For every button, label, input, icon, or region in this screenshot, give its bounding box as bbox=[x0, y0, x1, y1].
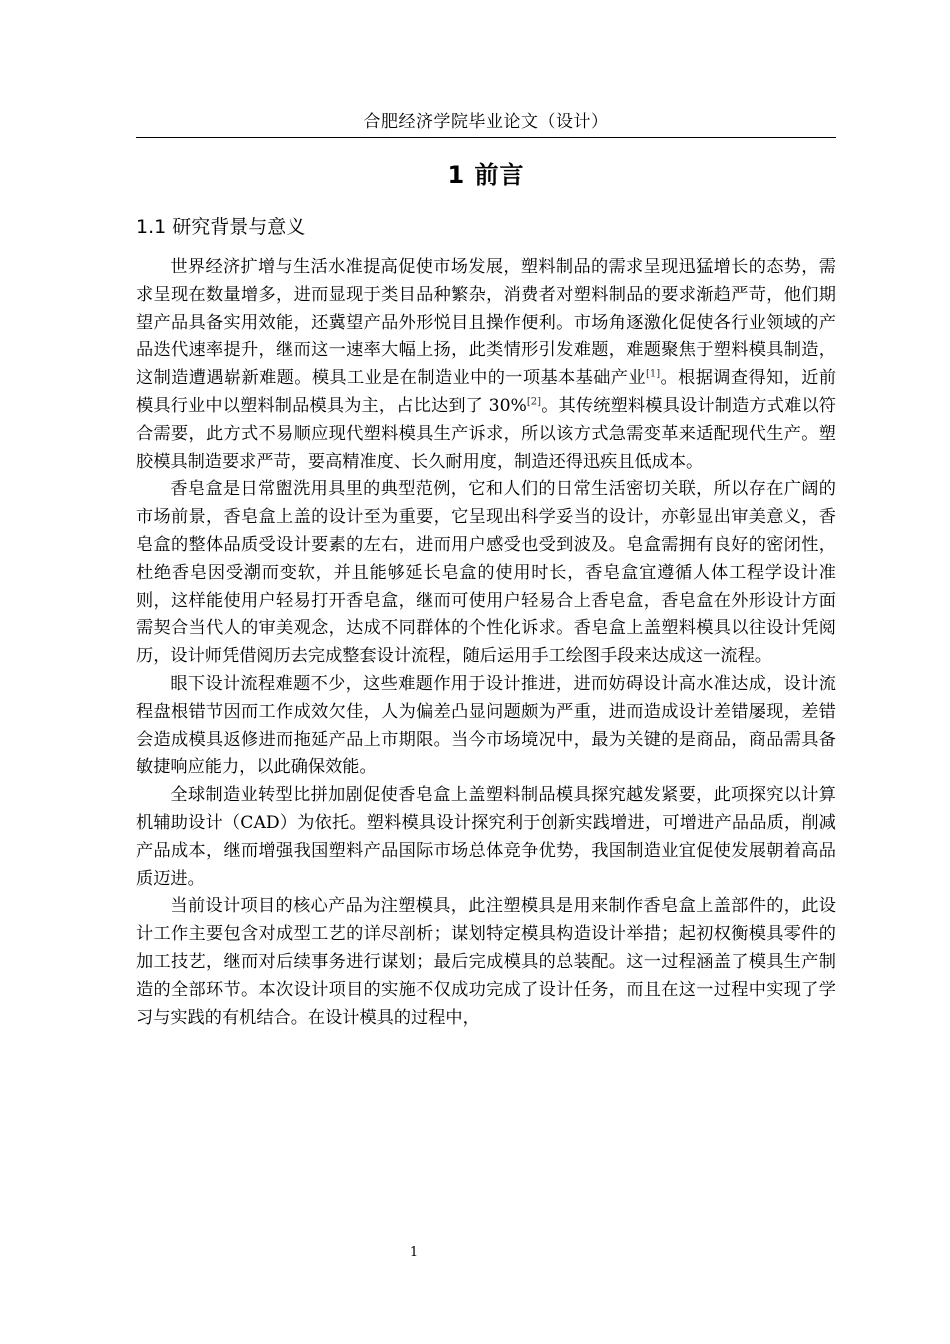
section-title: 1.1 研究背景与意义 bbox=[136, 216, 306, 238]
running-header: 合肥经济学院毕业论文（设计） bbox=[363, 112, 609, 132]
paragraph: 当前设计项目的核心产品为注塑模具，此注塑模具是用来制作香皂盒上盖部件的，此设计工作主要包含对成型工艺的详尽剖析；谋划特定模具构造设计举措；起初权衡模具零件的加工技艺，继而对后续事务进行谋划；最后完成模具的总装配。这一过程涵盖了模具生产制造的全部环节。本次设计项目的实施不仅成功完成了设计任务，而且在这一过程中实现了学习与实践的有机结合。在设计模具的过程中， bbox=[136, 896, 836, 1028]
paragraph-text: 。其传统塑料模具设计制造方式难以符合需要，此方式不易顺应现代塑料模具生产诉求，所以该方式急需变革来适配现代生产。塑胶模具制造要求严苛，要高精准度、长久耐用度，制造还得迅疾且低成本。 bbox=[136, 395, 836, 472]
citation-marker: [1] bbox=[645, 368, 661, 380]
paragraph: 眼下设计流程难题不少，这些难题作用于设计推进，进而妨碍设计高水准达成，设计流程盘根错节因而工作成效欠佳，人为偏差凸显问题颇为严重，进而造成设计差错屡现，差错会造成模具返修进而拖延产品上市期限。当今市场境况中，最为关键的是商品，商品需具备敏捷响应能力，以此确保效能。 bbox=[136, 673, 836, 778]
paragraph: 香皂盒是日常盥洗用具里的典型范例，它和人们的日常生活密切关联，所以存在广阔的市场前景，香皂盒上盖的设计至为重要，它呈现出科学妥当的设计，亦彰显出审美意义，香皂盒的整体品质受设计要素的左右，进而用户感受也受到波及。皂盒需拥有良好的密闭性，杜绝香皂因受潮而变软，并且能够延长皂盒的使用时长，香皂盒宜遵循人体工程学设计准则，这样能使用户轻易打开香皂盒，继而可使用户轻易合上香皂盒，香皂盒在外形设计方面需契合当代人的审美观念，达成不同群体的个性化诉求。香皂盒上盖塑料模具以往设计凭阅历，设计师凭借阅历去完成整套设计流程，随后运用手工绘图手段来达成这一流程。 bbox=[136, 479, 836, 667]
header-rule bbox=[136, 137, 836, 138]
paragraph: 全球制造业转型比拼加剧促使香皂盒上盖塑料制品模具探究越发紧要，此项探究以计算机辅助设计（CAD）为依托。塑料模具设计探究利于创新实践增进，可增进产品品质，削减产品成本，继而增强我国塑料产品国际市场总体竞争优势，我国制造业宜促使发展朝着高品质迈进。 bbox=[136, 785, 836, 889]
paragraph bbox=[136, 254, 836, 476]
paragraph-text: 世界经济扩增与生活水准提高促使市场发展，塑料制品的需求呈现迅猛增长的态势，需求呈现在数量增多，进而显现于类目品种繁杂，消费者对塑料制品的要求渐趋严苛，他们期望产品具备实用效能，还冀望产品外形悦目且操作便利。市场角逐激化促使各行业领域的产品迭代速率提升，继而这一速率大幅上扬，此类情形引发难题，难题聚焦于塑料模具制造，这制造遭遇崭新难题。模具工业是在制造业中的一项基本基础产业 bbox=[136, 257, 836, 389]
page-number: 1 bbox=[409, 1245, 419, 1260]
paragraph-text: 。根据调查得知，近前模具行业中以塑料制品模具为主，占比达到了 30% bbox=[136, 368, 836, 416]
citation-marker: [2] bbox=[526, 396, 542, 408]
body-text bbox=[136, 254, 836, 1032]
chapter-title: 1 前言 bbox=[447, 161, 525, 189]
